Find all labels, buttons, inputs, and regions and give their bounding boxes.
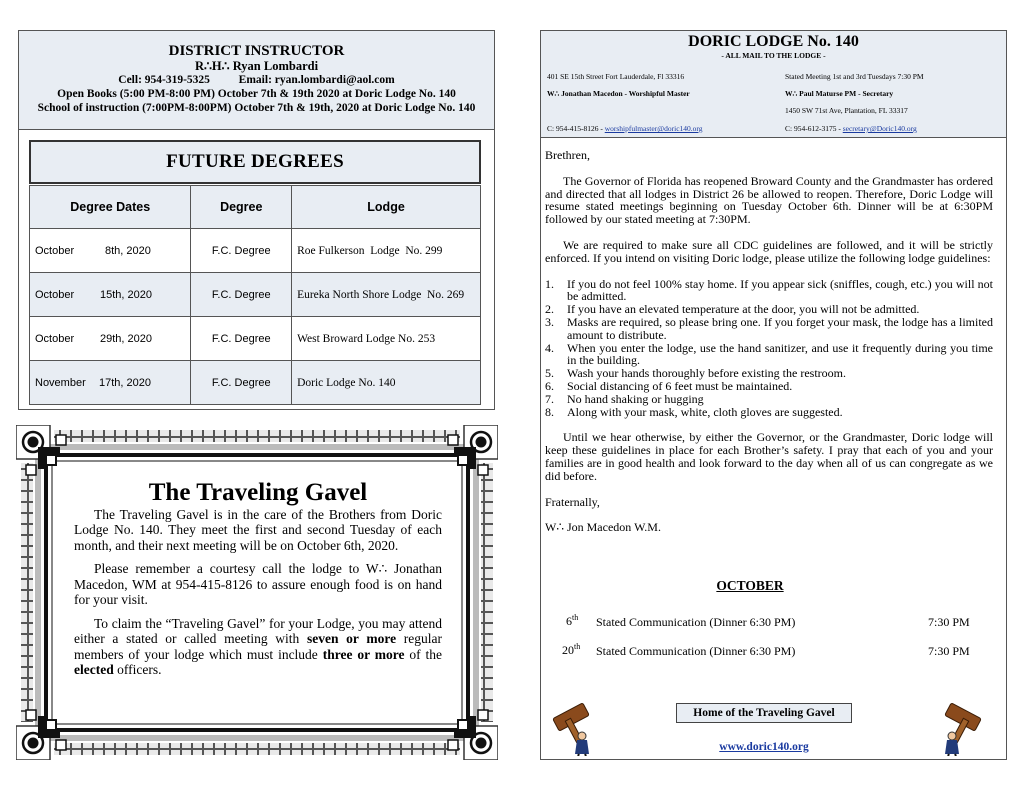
- row-degree: F.C. Degree: [191, 317, 292, 361]
- header-lodge: Lodge: [292, 186, 481, 229]
- secretary-address: 1450 SW 71st Ave, Plantation, FL 33317: [785, 106, 908, 115]
- master-email-link[interactable]: worshipfulmaster@doric140.org: [604, 124, 703, 133]
- row-lodge: Doric Lodge No. 140: [292, 361, 481, 405]
- district-name: R∴H∴ Ryan Lombardi: [194, 59, 319, 73]
- row-degree: F.C. Degree: [191, 229, 292, 273]
- list-item: 5. Wash your hands thoroughly before existing the restroom.: [545, 366, 846, 381]
- table-row: [30, 273, 481, 317]
- list-item: 3. Masks are required, so please bring one. If you forget your mask, the lodge has a limited amount to distribute.: [545, 314, 993, 342]
- header-degree: Degree: [191, 186, 292, 229]
- district-contact: Cell: 954-319-5325 Email: ryan.lombardi@aol.com: [118, 74, 395, 86]
- header-degree-dates: Degree Dates: [30, 186, 191, 229]
- secretary-contact: C: 954-612-3175 - secretary@Doric140.org: [785, 124, 917, 133]
- lodge-address: 401 SE 15th Street Fort Lauderdale, Fl 33316: [547, 72, 685, 81]
- traveling-gavel-text: [74, 479, 443, 686]
- row-degree: F.C. Degree: [191, 361, 292, 405]
- row-day: 17th, 2020: [99, 376, 151, 389]
- list-item: 6. Social distancing of 6 feet must be maintained.: [545, 378, 793, 393]
- gavel-paragraph-2: Please remember a courtesy call the lodge to W∴ Jonathan Macedon, WM at 954-415-8126 to assure enough food is on hand for your visit.: [74, 561, 442, 607]
- table-row: [30, 361, 481, 405]
- list-item: 4. When you enter the lodge, use the hand sanitizer, and use it frequently during you time in the building.: [545, 340, 993, 368]
- open-books-line: Open Books (5:00 PM-8:00 PM) October 7th & 19th 2020 at Doric Lodge No. 140: [57, 88, 456, 100]
- row-degree: F.C. Degree: [191, 273, 292, 317]
- event-time: 7:30 PM: [928, 615, 970, 629]
- list-item: 7. No hand shaking or hugging: [545, 391, 704, 406]
- home-of-gavel-badge: Home of the Traveling Gavel: [676, 703, 852, 723]
- gavel-paragraph-1: The Traveling Gavel is in the care of the Brothers from Doric Lodge No. 140. They meet the first and second Tuesday of each month, and their next meeting will be on October 6th, 2020.: [74, 506, 442, 553]
- row-month: October: [35, 244, 75, 257]
- event-description: Stated Communication (Dinner 6:30 PM): [596, 644, 796, 658]
- event-description: Stated Communication (Dinner 6:30 PM): [596, 615, 796, 629]
- list-item: 2. If you have an elevated temperature at the door, you will not be admitted.: [545, 302, 920, 317]
- row-day: 15th, 2020: [100, 288, 152, 301]
- secretary: W∴ Paul Maturse PM - Secretary: [785, 89, 894, 98]
- stated-meeting: Stated Meeting 1st and 3rd Tuesdays 7:30 PM: [785, 72, 924, 81]
- district-instructor-box: [18, 30, 495, 130]
- row-lodge: West Broward Lodge No. 253: [292, 317, 481, 361]
- gavel-paragraph-3: To claim the “Traveling Gavel” for your Lodge, you may attend either a stated or called meeting with seven or more regular members of your lodge which must include three or more of the elected officers.: [74, 615, 443, 677]
- school-line: School of instruction (7:00PM-8:00PM) October 7th & 19th, 2020 at Doric Lodge No. 140: [37, 102, 476, 114]
- master-contact: C: 954-415-8126 - worshipfulmaster@doric140.org: [547, 124, 703, 133]
- letter-signature: W∴ Jon Macedon W.M.: [545, 520, 661, 535]
- october-title: OCTOBER: [716, 578, 784, 593]
- traveling-gavel-title: The Traveling Gavel: [148, 479, 368, 506]
- district-title: DISTRICT INSTRUCTOR: [168, 43, 345, 59]
- event-day: 20th: [562, 642, 581, 657]
- gavel-icon: [552, 692, 608, 756]
- website-link[interactable]: www.doric140.org: [719, 741, 809, 753]
- secretary-email-link[interactable]: secretary@Doric140.org: [842, 124, 917, 133]
- letter-closing: Fraternally,: [545, 494, 600, 509]
- letter-paragraph-2: We are required to make sure all CDC guidelines are followed, and it will be strictly enforced. If you intend on visiting Doric lodge, please utilize the following lodge guidelines:: [545, 237, 993, 265]
- row-day: 29th, 2020: [100, 332, 152, 345]
- row-month: October: [35, 288, 75, 301]
- table-row: [30, 229, 481, 273]
- row-lodge: Eureka North Shore Lodge No. 269: [292, 273, 481, 317]
- letter-greeting: Brethren,: [545, 148, 590, 162]
- row-month: October: [35, 332, 75, 345]
- list-item: 1. If you do not feel 100% stay home. If you appear sick (sniffles, cough, etc.) you will not be admitted.: [545, 276, 993, 304]
- gavel-icon: [926, 692, 982, 756]
- letter-body: [545, 149, 993, 547]
- row-month: November: [35, 376, 86, 389]
- list-item: 8. Along with your mask, white, cloth gloves are suggested.: [545, 404, 843, 419]
- event-time: 7:30 PM: [928, 644, 970, 658]
- degrees-table: [29, 185, 481, 405]
- guidelines-list: [545, 278, 993, 419]
- row-day: 8th, 2020: [105, 244, 151, 257]
- letter-paragraph-1: The Governor of Florida has reopened Broward County and the Grandmaster has ordered and directed that all lodges in District 26 be allowed to reopen. Therefore, Doric Lodge will resume stated meetings beginning on Tuesday October 6th. Dinner will be at 6:30PM followed by our stated meeting at 7:30PM.: [545, 173, 993, 227]
- letter-paragraph-3: Until we hear otherwise, by either the Governor, or the Grandmaster, Doric lodge will keep these guidelines in place for each Brother’s safety. I pray that each of you and your families are in good health and look forward to the day when all of us can congregate as we did before.: [545, 430, 993, 483]
- lodge-name: DORIC LODGE No. 140: [688, 33, 859, 50]
- future-degrees-title: FUTURE DEGREES: [29, 140, 481, 184]
- row-lodge: Roe Fulkerson Lodge No. 299: [292, 229, 481, 273]
- worshipful-master: W∴ Jonathan Macedon - Worshipful Master: [547, 89, 690, 98]
- event-day: 6th: [566, 613, 579, 628]
- table-row: [30, 317, 481, 361]
- mail-note: - ALL MAIL TO THE LODGE -: [721, 51, 826, 60]
